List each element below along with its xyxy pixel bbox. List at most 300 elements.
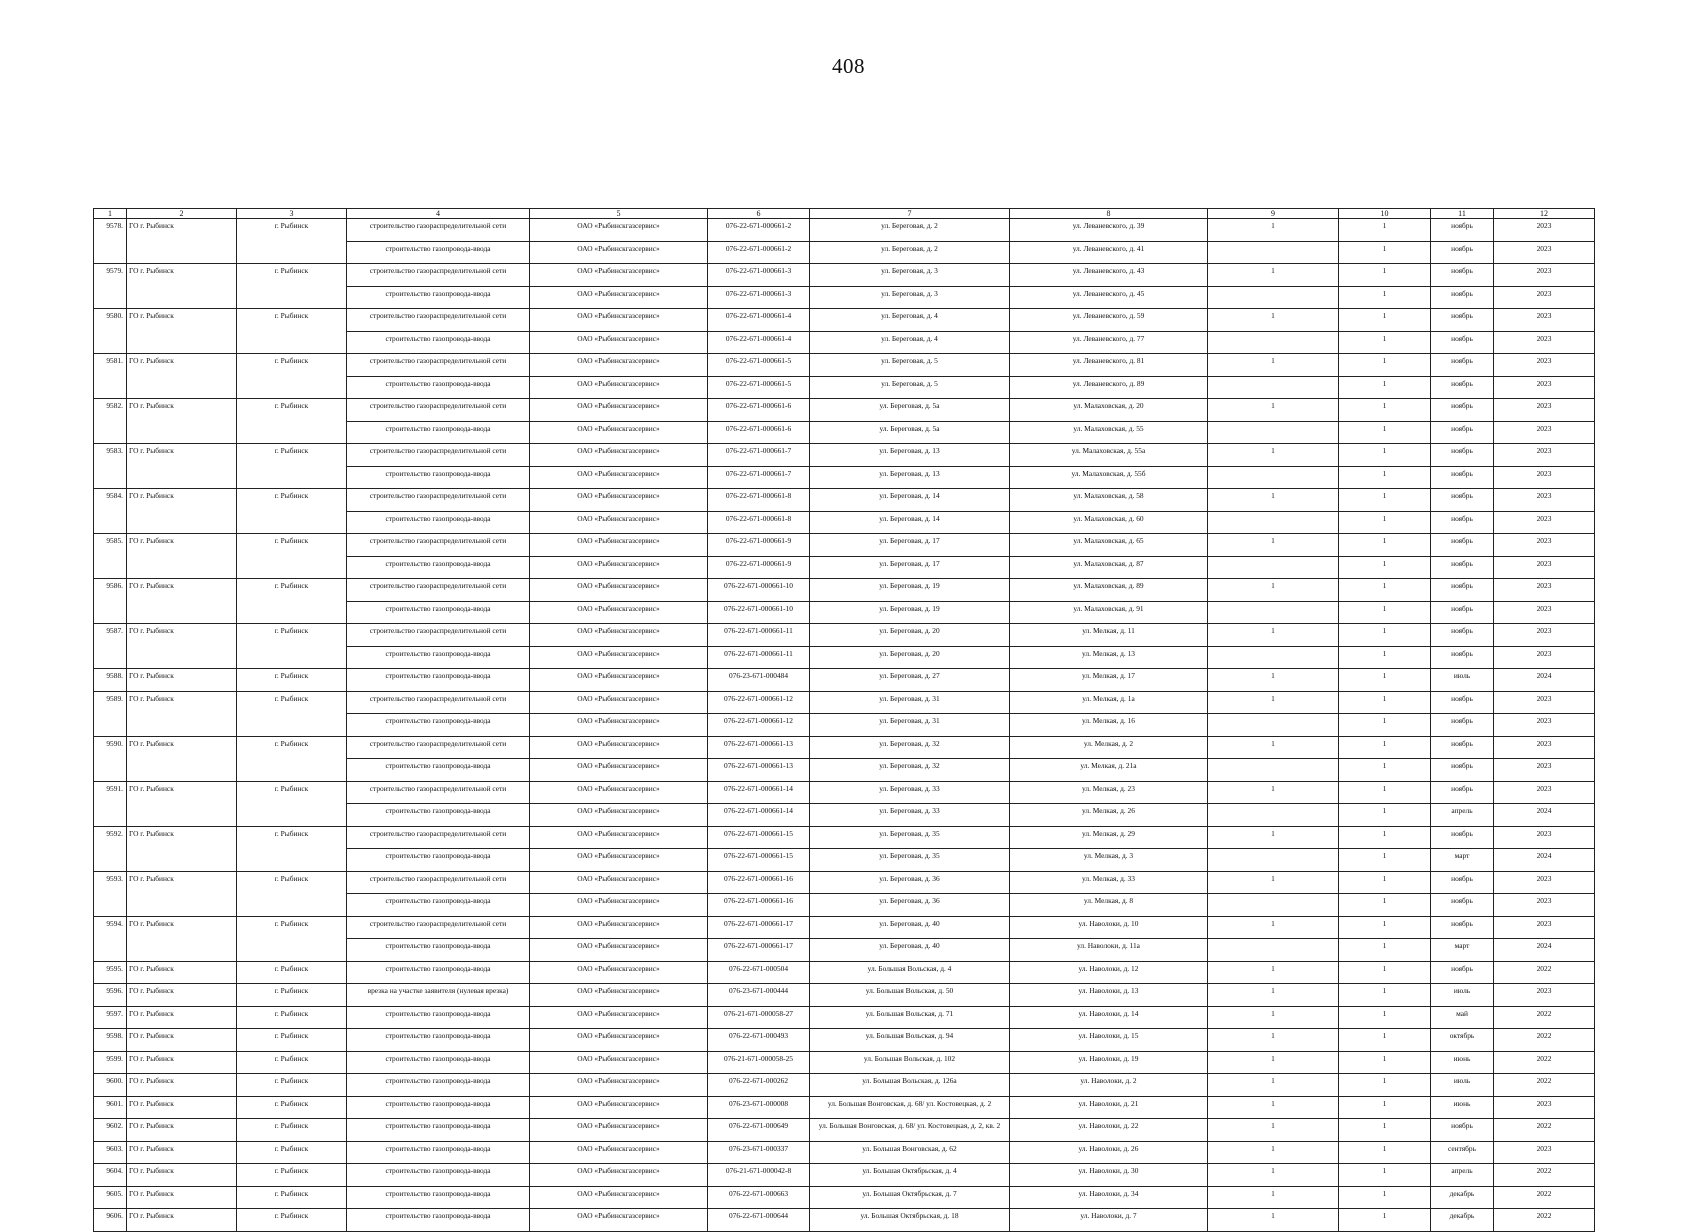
municipality-cell: ГО г. Рыбинск bbox=[127, 1141, 237, 1164]
month-cell: ноябрь bbox=[1431, 421, 1494, 444]
source-address-cell: ул. Береговая, д. 3 bbox=[810, 286, 1010, 309]
work-type-cell: строительство газопровода-ввода bbox=[347, 331, 530, 354]
row-number-cell: 9591. bbox=[94, 781, 127, 826]
object-address-cell: ул. Мелкая, д. 16 bbox=[1010, 714, 1208, 737]
object-address-cell: ул. Мелкая, д. 26 bbox=[1010, 804, 1208, 827]
count-col10-cell: 1 bbox=[1339, 489, 1431, 512]
object-address-cell: ул. Мелкая, д. 13 bbox=[1010, 646, 1208, 669]
request-code-cell: 076-21-671-000058-27 bbox=[708, 1006, 810, 1029]
object-address-cell: ул. Мелкая, д. 23 bbox=[1010, 781, 1208, 804]
request-code-cell: 076-22-671-000262 bbox=[708, 1074, 810, 1097]
work-type-cell: строительство газопровода-ввода bbox=[347, 1074, 530, 1097]
count-col9-cell: 1 bbox=[1208, 354, 1339, 377]
table-row bbox=[94, 579, 1595, 602]
source-address-cell: ул. Береговая, д. 19 bbox=[810, 601, 1010, 624]
table-row bbox=[94, 1029, 1595, 1052]
count-col9-cell bbox=[1208, 759, 1339, 782]
source-address-cell: ул. Большая Вольская, д. 50 bbox=[810, 984, 1010, 1007]
table-row bbox=[94, 781, 1595, 804]
year-cell: 2023 bbox=[1494, 916, 1595, 939]
month-cell: ноябрь bbox=[1431, 219, 1494, 242]
request-code-cell: 076-22-671-000661-14 bbox=[708, 804, 810, 827]
table-row bbox=[94, 444, 1595, 467]
count-col9-cell: 1 bbox=[1208, 1096, 1339, 1119]
year-cell: 2023 bbox=[1494, 714, 1595, 737]
city-cell: г. Рыбинск bbox=[237, 1209, 347, 1232]
work-type-cell: строительство газопровода-ввода bbox=[347, 1209, 530, 1232]
column-number-9: 9 bbox=[1208, 209, 1339, 219]
source-address-cell: ул. Большая Вольская, д. 4 bbox=[810, 961, 1010, 984]
work-type-cell: строительство газораспределительной сети bbox=[347, 624, 530, 647]
organization-cell: ОАО «Рыбинскгазсервис» bbox=[530, 939, 708, 962]
count-col10-cell: 1 bbox=[1339, 669, 1431, 692]
count-col10-cell: 1 bbox=[1339, 984, 1431, 1007]
month-cell: ноябрь bbox=[1431, 511, 1494, 534]
object-address-cell: ул. Леваневского, д. 45 bbox=[1010, 286, 1208, 309]
row-number-cell: 9603. bbox=[94, 1141, 127, 1164]
city-cell: г. Рыбинск bbox=[237, 669, 347, 692]
year-cell: 2023 bbox=[1494, 534, 1595, 557]
month-cell: март bbox=[1431, 939, 1494, 962]
table-row bbox=[94, 669, 1595, 692]
organization-cell: ОАО «Рыбинскгазсервис» bbox=[530, 1006, 708, 1029]
count-col9-cell: 1 bbox=[1208, 624, 1339, 647]
year-cell: 2022 bbox=[1494, 1209, 1595, 1232]
count-col10-cell: 1 bbox=[1339, 309, 1431, 332]
city-cell: г. Рыбинск bbox=[237, 1119, 347, 1142]
year-cell: 2023 bbox=[1494, 241, 1595, 264]
work-type-cell: строительство газопровода-ввода bbox=[347, 286, 530, 309]
count-col9-cell bbox=[1208, 331, 1339, 354]
table-row bbox=[94, 691, 1595, 714]
month-cell: октябрь bbox=[1431, 1029, 1494, 1052]
count-col10-cell: 1 bbox=[1339, 1006, 1431, 1029]
source-address-cell: ул. Береговая, д. 27 bbox=[810, 669, 1010, 692]
count-col10-cell: 1 bbox=[1339, 534, 1431, 557]
year-cell: 2024 bbox=[1494, 669, 1595, 692]
year-cell: 2023 bbox=[1494, 691, 1595, 714]
request-code-cell: 076-22-671-000661-6 bbox=[708, 421, 810, 444]
count-col10-cell: 1 bbox=[1339, 556, 1431, 579]
count-col9-cell bbox=[1208, 241, 1339, 264]
request-code-cell: 076-22-671-000661-17 bbox=[708, 939, 810, 962]
count-col9-cell bbox=[1208, 376, 1339, 399]
year-cell: 2023 bbox=[1494, 579, 1595, 602]
row-number-cell: 9583. bbox=[94, 444, 127, 489]
city-cell: г. Рыбинск bbox=[237, 781, 347, 826]
request-code-cell: 076-22-671-000661-3 bbox=[708, 264, 810, 287]
column-number-8: 8 bbox=[1010, 209, 1208, 219]
count-col9-cell: 1 bbox=[1208, 826, 1339, 849]
request-code-cell: 076-22-671-000661-13 bbox=[708, 759, 810, 782]
count-col10-cell: 1 bbox=[1339, 241, 1431, 264]
municipality-cell: ГО г. Рыбинск bbox=[127, 489, 237, 534]
table-row bbox=[94, 309, 1595, 332]
work-type-cell: строительство газопровода-ввода bbox=[347, 1096, 530, 1119]
count-col9-cell bbox=[1208, 511, 1339, 534]
organization-cell: ОАО «Рыбинскгазсервис» bbox=[530, 556, 708, 579]
source-address-cell: ул. Береговая, д. 40 bbox=[810, 916, 1010, 939]
request-code-cell: 076-22-671-000661-6 bbox=[708, 399, 810, 422]
object-address-cell: ул. Мелкая, д. 11 bbox=[1010, 624, 1208, 647]
object-address-cell: ул. Малаховская, д. 60 bbox=[1010, 511, 1208, 534]
count-col10-cell: 1 bbox=[1339, 354, 1431, 377]
row-number-cell: 9595. bbox=[94, 961, 127, 984]
city-cell: г. Рыбинск bbox=[237, 961, 347, 984]
request-code-cell: 076-22-671-000644 bbox=[708, 1209, 810, 1232]
request-code-cell: 076-22-671-000661-5 bbox=[708, 354, 810, 377]
municipality-cell: ГО г. Рыбинск bbox=[127, 264, 237, 309]
work-type-cell: строительство газопровода-ввода bbox=[347, 376, 530, 399]
row-number-cell: 9597. bbox=[94, 1006, 127, 1029]
object-address-cell: ул. Мелкая, д. 2 bbox=[1010, 736, 1208, 759]
count-col10-cell: 1 bbox=[1339, 1096, 1431, 1119]
work-type-cell: строительство газораспределительной сети bbox=[347, 264, 530, 287]
request-code-cell: 076-22-671-000661-10 bbox=[708, 579, 810, 602]
municipality-cell: ГО г. Рыбинск bbox=[127, 1006, 237, 1029]
column-number-2: 2 bbox=[127, 209, 237, 219]
work-type-cell: строительство газопровода-ввода bbox=[347, 1029, 530, 1052]
row-number-cell: 9579. bbox=[94, 264, 127, 309]
source-address-cell: ул. Большая Октябрьская, д. 4 bbox=[810, 1164, 1010, 1187]
request-code-cell: 076-22-671-000661-4 bbox=[708, 331, 810, 354]
year-cell: 2023 bbox=[1494, 466, 1595, 489]
source-address-cell: ул. Береговая, д. 20 bbox=[810, 624, 1010, 647]
object-address-cell: ул. Леваневского, д. 59 bbox=[1010, 309, 1208, 332]
object-address-cell: ул. Наволоки, д. 26 bbox=[1010, 1141, 1208, 1164]
row-number-cell: 9606. bbox=[94, 1209, 127, 1232]
request-code-cell: 076-22-671-000661-2 bbox=[708, 219, 810, 242]
count-col10-cell: 1 bbox=[1339, 961, 1431, 984]
organization-cell: ОАО «Рыбинскгазсервис» bbox=[530, 984, 708, 1007]
object-address-cell: ул. Малаховская, д. 20 bbox=[1010, 399, 1208, 422]
count-col10-cell: 1 bbox=[1339, 1051, 1431, 1074]
count-col9-cell: 1 bbox=[1208, 444, 1339, 467]
count-col10-cell: 1 bbox=[1339, 871, 1431, 894]
count-col10-cell: 1 bbox=[1339, 759, 1431, 782]
source-address-cell: ул. Береговая, д. 36 bbox=[810, 894, 1010, 917]
count-col9-cell: 1 bbox=[1208, 1164, 1339, 1187]
request-code-cell: 076-22-671-000661-3 bbox=[708, 286, 810, 309]
work-type-cell: строительство газораспределительной сети bbox=[347, 579, 530, 602]
month-cell: ноябрь bbox=[1431, 534, 1494, 557]
row-number-cell: 9584. bbox=[94, 489, 127, 534]
month-cell: сентябрь bbox=[1431, 1141, 1494, 1164]
row-number-cell: 9601. bbox=[94, 1096, 127, 1119]
request-code-cell: 076-22-671-000649 bbox=[708, 1119, 810, 1142]
table-row bbox=[94, 826, 1595, 849]
object-address-cell: ул. Мелкая, д. 3 bbox=[1010, 849, 1208, 872]
municipality-cell: ГО г. Рыбинск bbox=[127, 1051, 237, 1074]
request-code-cell: 076-22-671-000661-13 bbox=[708, 736, 810, 759]
city-cell: г. Рыбинск bbox=[237, 984, 347, 1007]
table-row bbox=[94, 534, 1595, 557]
object-address-cell: ул. Леваневского, д. 77 bbox=[1010, 331, 1208, 354]
city-cell: г. Рыбинск bbox=[237, 871, 347, 916]
source-address-cell: ул. Большая Вольская, д. 71 bbox=[810, 1006, 1010, 1029]
month-cell: ноябрь bbox=[1431, 444, 1494, 467]
year-cell: 2024 bbox=[1494, 939, 1595, 962]
request-code-cell: 076-23-671-000444 bbox=[708, 984, 810, 1007]
month-cell: ноябрь bbox=[1431, 466, 1494, 489]
city-cell: г. Рыбинск bbox=[237, 309, 347, 354]
object-address-cell: ул. Малаховская, д. 55б bbox=[1010, 466, 1208, 489]
month-cell: ноябрь bbox=[1431, 354, 1494, 377]
registry-table-body bbox=[94, 209, 1595, 1232]
work-type-cell: строительство газопровода-ввода bbox=[347, 1164, 530, 1187]
municipality-cell: ГО г. Рыбинск bbox=[127, 354, 237, 399]
month-cell: ноябрь bbox=[1431, 264, 1494, 287]
request-code-cell: 076-22-671-000661-7 bbox=[708, 444, 810, 467]
count-col9-cell bbox=[1208, 556, 1339, 579]
object-address-cell: ул. Мелкая, д. 17 bbox=[1010, 669, 1208, 692]
source-address-cell: ул. Большая Октябрьская, д. 18 bbox=[810, 1209, 1010, 1232]
organization-cell: ОАО «Рыбинскгазсервис» bbox=[530, 534, 708, 557]
count-col9-cell: 1 bbox=[1208, 781, 1339, 804]
table-row bbox=[94, 489, 1595, 512]
count-col10-cell: 1 bbox=[1339, 286, 1431, 309]
city-cell: г. Рыбинск bbox=[237, 579, 347, 624]
count-col9-cell: 1 bbox=[1208, 1074, 1339, 1097]
count-col10-cell: 1 bbox=[1339, 264, 1431, 287]
source-address-cell: ул. Береговая, д. 20 bbox=[810, 646, 1010, 669]
year-cell: 2023 bbox=[1494, 894, 1595, 917]
month-cell: ноябрь bbox=[1431, 759, 1494, 782]
count-col10-cell: 1 bbox=[1339, 399, 1431, 422]
object-address-cell: ул. Наволоки, д. 11а bbox=[1010, 939, 1208, 962]
year-cell: 2023 bbox=[1494, 601, 1595, 624]
municipality-cell: ГО г. Рыбинск bbox=[127, 579, 237, 624]
month-cell: май bbox=[1431, 1006, 1494, 1029]
table-row bbox=[94, 916, 1595, 939]
organization-cell: ОАО «Рыбинскгазсервис» bbox=[530, 1051, 708, 1074]
organization-cell: ОАО «Рыбинскгазсервис» bbox=[530, 1209, 708, 1232]
work-type-cell: строительство газораспределительной сети bbox=[347, 444, 530, 467]
row-number-cell: 9605. bbox=[94, 1186, 127, 1209]
municipality-cell: ГО г. Рыбинск bbox=[127, 1186, 237, 1209]
object-address-cell: ул. Леваневского, д. 81 bbox=[1010, 354, 1208, 377]
row-number-cell: 9599. bbox=[94, 1051, 127, 1074]
source-address-cell: ул. Береговая, д. 32 bbox=[810, 736, 1010, 759]
count-col9-cell: 1 bbox=[1208, 489, 1339, 512]
request-code-cell: 076-22-671-000661-14 bbox=[708, 781, 810, 804]
count-col9-cell: 1 bbox=[1208, 961, 1339, 984]
year-cell: 2023 bbox=[1494, 376, 1595, 399]
municipality-cell: ГО г. Рыбинск bbox=[127, 534, 237, 579]
count-col9-cell: 1 bbox=[1208, 691, 1339, 714]
year-cell: 2023 bbox=[1494, 646, 1595, 669]
month-cell: ноябрь bbox=[1431, 871, 1494, 894]
count-col10-cell: 1 bbox=[1339, 511, 1431, 534]
request-code-cell: 076-22-671-000661-5 bbox=[708, 376, 810, 399]
source-address-cell: ул. Береговая, д. 5 bbox=[810, 354, 1010, 377]
city-cell: г. Рыбинск bbox=[237, 1006, 347, 1029]
organization-cell: ОАО «Рыбинскгазсервис» bbox=[530, 624, 708, 647]
source-address-cell: ул. Береговая, д. 40 bbox=[810, 939, 1010, 962]
count-col10-cell: 1 bbox=[1339, 331, 1431, 354]
object-address-cell: ул. Леваневского, д. 41 bbox=[1010, 241, 1208, 264]
request-code-cell: 076-22-671-000663 bbox=[708, 1186, 810, 1209]
count-col9-cell: 1 bbox=[1208, 399, 1339, 422]
count-col10-cell: 1 bbox=[1339, 444, 1431, 467]
table-row bbox=[94, 1209, 1595, 1232]
request-code-cell: 076-22-671-000493 bbox=[708, 1029, 810, 1052]
request-code-cell: 076-22-671-000661-9 bbox=[708, 534, 810, 557]
object-address-cell: ул. Леваневского, д. 89 bbox=[1010, 376, 1208, 399]
city-cell: г. Рыбинск bbox=[237, 1186, 347, 1209]
request-code-cell: 076-22-671-000661-16 bbox=[708, 894, 810, 917]
city-cell: г. Рыбинск bbox=[237, 1141, 347, 1164]
work-type-cell: строительство газопровода-ввода bbox=[347, 1119, 530, 1142]
city-cell: г. Рыбинск bbox=[237, 534, 347, 579]
table-row bbox=[94, 1006, 1595, 1029]
city-cell: г. Рыбинск bbox=[237, 489, 347, 534]
object-address-cell: ул. Наволоки, д. 14 bbox=[1010, 1006, 1208, 1029]
year-cell: 2023 bbox=[1494, 354, 1595, 377]
row-number-cell: 9604. bbox=[94, 1164, 127, 1187]
column-number-5: 5 bbox=[530, 209, 708, 219]
year-cell: 2023 bbox=[1494, 444, 1595, 467]
municipality-cell: ГО г. Рыбинск bbox=[127, 399, 237, 444]
year-cell: 2023 bbox=[1494, 219, 1595, 242]
request-code-cell: 076-22-671-000504 bbox=[708, 961, 810, 984]
source-address-cell: ул. Береговая, д. 31 bbox=[810, 691, 1010, 714]
city-cell: г. Рыбинск bbox=[237, 691, 347, 736]
source-address-cell: ул. Береговая, д. 31 bbox=[810, 714, 1010, 737]
table-row bbox=[94, 1141, 1595, 1164]
municipality-cell: ГО г. Рыбинск bbox=[127, 624, 237, 669]
municipality-cell: ГО г. Рыбинск bbox=[127, 961, 237, 984]
row-number-cell: 9600. bbox=[94, 1074, 127, 1097]
column-number-4: 4 bbox=[347, 209, 530, 219]
object-address-cell: ул. Наволоки, д. 30 bbox=[1010, 1164, 1208, 1187]
source-address-cell: ул. Береговая, д. 17 bbox=[810, 534, 1010, 557]
table-row bbox=[94, 1119, 1595, 1142]
count-col10-cell: 1 bbox=[1339, 421, 1431, 444]
year-cell: 2023 bbox=[1494, 309, 1595, 332]
organization-cell: ОАО «Рыбинскгазсервис» bbox=[530, 1119, 708, 1142]
month-cell: ноябрь bbox=[1431, 714, 1494, 737]
work-type-cell: строительство газораспределительной сети bbox=[347, 399, 530, 422]
source-address-cell: ул. Береговая, д. 5а bbox=[810, 399, 1010, 422]
row-number-cell: 9598. bbox=[94, 1029, 127, 1052]
count-col9-cell: 1 bbox=[1208, 579, 1339, 602]
object-address-cell: ул. Малаховская, д. 89 bbox=[1010, 579, 1208, 602]
row-number-cell: 9602. bbox=[94, 1119, 127, 1142]
source-address-cell: ул. Береговая, д. 35 bbox=[810, 849, 1010, 872]
source-address-cell: ул. Большая Октябрьская, д. 7 bbox=[810, 1186, 1010, 1209]
year-cell: 2023 bbox=[1494, 331, 1595, 354]
object-address-cell: ул. Мелкая, д. 29 bbox=[1010, 826, 1208, 849]
count-col9-cell: 1 bbox=[1208, 1141, 1339, 1164]
organization-cell: ОАО «Рыбинскгазсервис» bbox=[530, 264, 708, 287]
request-code-cell: 076-23-671-000337 bbox=[708, 1141, 810, 1164]
count-col10-cell: 1 bbox=[1339, 1119, 1431, 1142]
organization-cell: ОАО «Рыбинскгазсервис» bbox=[530, 466, 708, 489]
object-address-cell: ул. Мелкая, д. 21а bbox=[1010, 759, 1208, 782]
month-cell: ноябрь bbox=[1431, 241, 1494, 264]
work-type-cell: строительство газораспределительной сети bbox=[347, 691, 530, 714]
year-cell: 2022 bbox=[1494, 1051, 1595, 1074]
month-cell: ноябрь bbox=[1431, 646, 1494, 669]
count-col10-cell: 1 bbox=[1339, 376, 1431, 399]
column-number-7: 7 bbox=[810, 209, 1010, 219]
organization-cell: ОАО «Рыбинскгазсервис» bbox=[530, 1074, 708, 1097]
source-address-cell: ул. Береговая, д. 14 bbox=[810, 489, 1010, 512]
municipality-cell: ГО г. Рыбинск bbox=[127, 691, 237, 736]
row-number-cell: 9580. bbox=[94, 309, 127, 354]
row-number-cell: 9593. bbox=[94, 871, 127, 916]
request-code-cell: 076-22-671-000661-2 bbox=[708, 241, 810, 264]
organization-cell: ОАО «Рыбинскгазсервис» bbox=[530, 714, 708, 737]
count-col10-cell: 1 bbox=[1339, 736, 1431, 759]
year-cell: 2022 bbox=[1494, 1029, 1595, 1052]
column-number-6: 6 bbox=[708, 209, 810, 219]
registry-table-container bbox=[93, 208, 1594, 1232]
object-address-cell: ул. Малаховская, д. 55 bbox=[1010, 421, 1208, 444]
count-col10-cell: 1 bbox=[1339, 849, 1431, 872]
column-number-1: 1 bbox=[94, 209, 127, 219]
object-address-cell: ул. Наволоки, д. 13 bbox=[1010, 984, 1208, 1007]
row-number-cell: 9594. bbox=[94, 916, 127, 961]
request-code-cell: 076-23-671-000008 bbox=[708, 1096, 810, 1119]
count-col10-cell: 1 bbox=[1339, 646, 1431, 669]
table-row bbox=[94, 624, 1595, 647]
work-type-cell: строительство газораспределительной сети bbox=[347, 489, 530, 512]
organization-cell: ОАО «Рыбинскгазсервис» bbox=[530, 601, 708, 624]
column-number-10: 10 bbox=[1339, 209, 1431, 219]
city-cell: г. Рыбинск bbox=[237, 1074, 347, 1097]
count-col9-cell bbox=[1208, 466, 1339, 489]
city-cell: г. Рыбинск bbox=[237, 1051, 347, 1074]
count-col10-cell: 1 bbox=[1339, 624, 1431, 647]
work-type-cell: строительство газопровода-ввода bbox=[347, 1186, 530, 1209]
count-col9-cell: 1 bbox=[1208, 1006, 1339, 1029]
source-address-cell: ул. Береговая, д. 4 bbox=[810, 331, 1010, 354]
work-type-cell: строительство газораспределительной сети bbox=[347, 219, 530, 242]
object-address-cell: ул. Малаховская, д. 87 bbox=[1010, 556, 1208, 579]
city-cell: г. Рыбинск bbox=[237, 354, 347, 399]
month-cell: апрель bbox=[1431, 1164, 1494, 1187]
row-number-cell: 9585. bbox=[94, 534, 127, 579]
month-cell: ноябрь bbox=[1431, 376, 1494, 399]
organization-cell: ОАО «Рыбинскгазсервис» bbox=[530, 241, 708, 264]
request-code-cell: 076-22-671-000661-16 bbox=[708, 871, 810, 894]
column-number-row bbox=[94, 209, 1595, 219]
month-cell: ноябрь bbox=[1431, 331, 1494, 354]
municipality-cell: ГО г. Рыбинск bbox=[127, 1096, 237, 1119]
month-cell: ноябрь bbox=[1431, 894, 1494, 917]
column-number-12: 12 bbox=[1494, 209, 1595, 219]
year-cell: 2022 bbox=[1494, 1074, 1595, 1097]
month-cell: ноябрь bbox=[1431, 781, 1494, 804]
organization-cell: ОАО «Рыбинскгазсервис» bbox=[530, 669, 708, 692]
city-cell: г. Рыбинск bbox=[237, 624, 347, 669]
work-type-cell: строительство газопровода-ввода bbox=[347, 714, 530, 737]
organization-cell: ОАО «Рыбинскгазсервис» bbox=[530, 1141, 708, 1164]
source-address-cell: ул. Береговая, д. 4 bbox=[810, 309, 1010, 332]
month-cell: июнь bbox=[1431, 1051, 1494, 1074]
source-address-cell: ул. Береговая, д. 2 bbox=[810, 219, 1010, 242]
month-cell: ноябрь bbox=[1431, 691, 1494, 714]
source-address-cell: ул. Большая Вольская, д. 102 bbox=[810, 1051, 1010, 1074]
request-code-cell: 076-22-671-000661-11 bbox=[708, 624, 810, 647]
organization-cell: ОАО «Рыбинскгазсервис» bbox=[530, 354, 708, 377]
count-col9-cell bbox=[1208, 849, 1339, 872]
organization-cell: ОАО «Рыбинскгазсервис» bbox=[530, 286, 708, 309]
table-row bbox=[94, 399, 1595, 422]
month-cell: ноябрь bbox=[1431, 399, 1494, 422]
